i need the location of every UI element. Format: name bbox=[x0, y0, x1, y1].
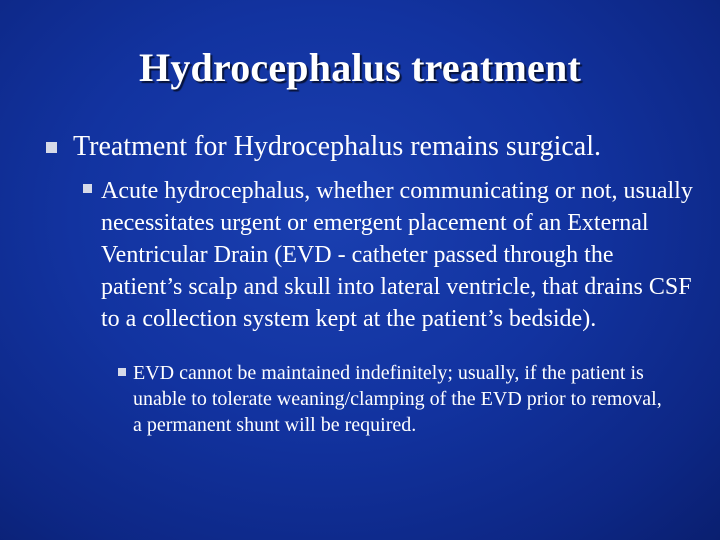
square-bullet-icon bbox=[83, 184, 92, 193]
bullet-level-3 bbox=[118, 360, 668, 438]
bullet-level-1 bbox=[46, 130, 706, 164]
slide-title: Hydrocephalus treatment bbox=[139, 45, 581, 90]
square-bullet-icon bbox=[46, 142, 57, 153]
bullet-text: Acute hydrocephalus, whether communicating or not, usually necessitates urgent or emergent placement of an External Ventricular Drain (EVD - catheter passed through the patient’s scalp and skull into lateral ventricle, that drains CSF to a collection system kept at the patient’s bedside). bbox=[101, 178, 693, 332]
square-bullet-icon bbox=[118, 368, 126, 376]
bullet-level-2 bbox=[83, 175, 698, 335]
bullet-text: EVD cannot be maintained indefinitely; usually, if the patient is unable to tolerate weaning/clamping of the EVD prior to removal, a permanent shunt will be required. bbox=[133, 362, 662, 436]
bullet-text: Treatment for Hydrocephalus remains surgical. bbox=[73, 131, 601, 162]
